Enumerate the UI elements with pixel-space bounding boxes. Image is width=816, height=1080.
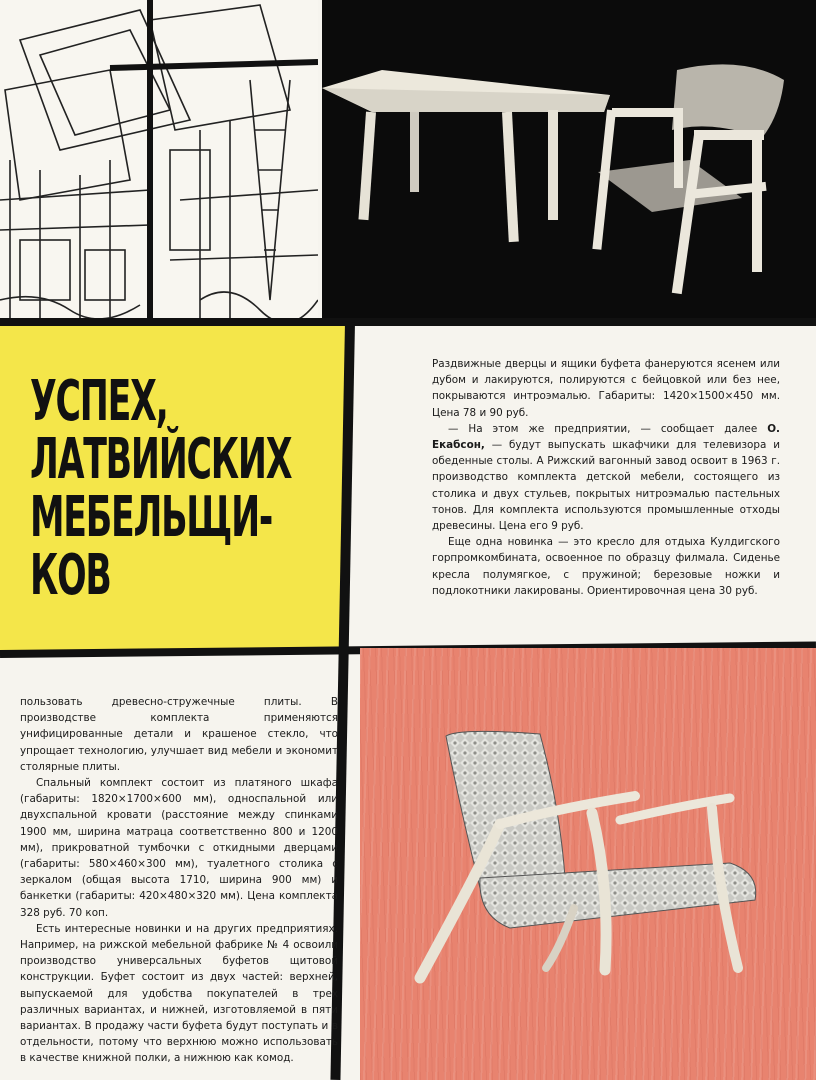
author-name: О. Екабсон,: [432, 422, 780, 452]
article-paragraph: Еще одна новинка — это кресло для отдыха Кулдигского горпромкомбината, освоенное по образцу филмала. Сиденье кресла полумягкое, с пружиной; березовые ножки и подлокотники лакированы. Ориентировочная цена 30 руб.: [432, 536, 780, 597]
article-paragraph: Спальный комплект состоит из платяного шкафа (габариты: 1820×1700×600 мм), односпальной или двухспальной кровати (расстояние между спинками 1900 мм, ширина матраца соответственно 800 и 1200 мм), прикроватной тумбочки с откидными дверцами (габариты: 580×460×300 мм), туалетного столика с зеркалом (общая высота 1710, ширина 900 мм) и банкетки (габариты: 420×480×320 мм). Цена комплекта 328 руб. 70 коп.: [20, 777, 338, 919]
armchair-illustration: [360, 648, 816, 1080]
title-block: [0, 326, 346, 650]
title-line-3: МЕБЕЛЬЩИ-: [30, 485, 273, 550]
article-column-left: [20, 694, 338, 1067]
armchair-photo: [360, 648, 816, 1080]
article-paragraph: Раздвижные дверцы и ящики буфета фанеруются ясенем или дубом и лакируются, полируются с бейцовкой или без нее, покрываются интроэмалью. Габариты: 1420×1500×450 мм. Цена 78 и 90 руб.: [432, 358, 780, 419]
article-paragraph: пользовать древесно-стружечные плиты. В производстве комплекта применяются унифицированные детали и крашеное стекло, что упрощает технологию, улучшает вид мебели и экономит столярные плиты.: [20, 696, 338, 773]
title-line-2: ЛАТВИЙСКИХ: [30, 427, 292, 492]
divider-horizontal-top: [0, 318, 816, 326]
table-chair-photo: [322, 0, 816, 322]
architecture-sketch-illustration: [0, 0, 318, 320]
sketch-drawing: [0, 0, 318, 320]
title-line-1: УСПЕХ,: [30, 369, 168, 434]
article-paragraph: Есть интересные новинки и на других предприятиях. Например, на рижской мебельной фабрике № 4 освоили производство универсальных буфетов щитовой конструкции. Буфет состоит из двух частей: верхней, выпускаемой для удобства покупателей в трех различных вариантах, и нижней, изготовляемой в пяти вариантах. В продажу части буфета будут поступать и в отдельности, потому что верхнюю можно использовать в качестве книжной полки, а нижнюю как комод.: [20, 922, 338, 1065]
article-paragraph: — На этом же предприятии, — сообщает далее О. Екабсон, — будут выпускать шкафчики для телевизора и обеденные столы. А Рижский вагонный завод освоит в 1963 г. производство комплекта детской мебели, состоящего из столика и двух стульев, покрытых нитроэмалью пастельных тонов. Для комплекта используются промышленные отходы древесины. Цена его 9 руб.: [432, 422, 780, 533]
article-column-right: [432, 356, 780, 599]
title-line-4: КОВ: [30, 543, 111, 608]
table-chair-illustration: [322, 0, 816, 322]
